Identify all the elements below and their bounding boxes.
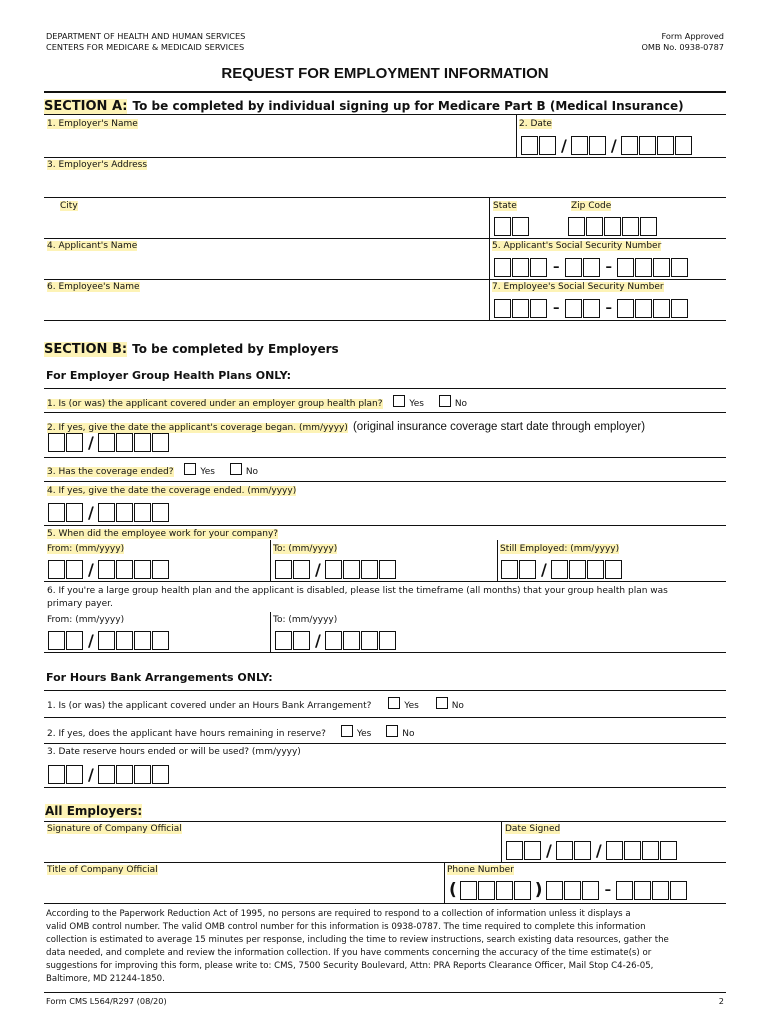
digit-box[interactable] — [582, 881, 599, 900]
digit-box[interactable] — [66, 503, 83, 522]
ghp-q3-text: 3. Has the coverage ended? — [47, 467, 174, 477]
digit-box[interactable] — [657, 136, 674, 155]
city-label: City — [60, 201, 78, 211]
digit-box[interactable] — [586, 217, 603, 236]
divider — [489, 197, 490, 239]
digit-box[interactable] — [616, 881, 633, 900]
applicant-ssn-boxes[interactable] — [494, 255, 689, 277]
title-rule — [44, 91, 726, 93]
digit-box[interactable] — [521, 136, 538, 155]
paperwork-line: collection is estimated to average 15 minutes per response, including the time to review instructions, search existing data resources, gather the — [46, 935, 669, 945]
hb-q2-text: 2. If yes, does the applicant have hours remaining in reserve? — [47, 729, 326, 739]
digit-box[interactable] — [98, 631, 115, 650]
digit-box[interactable] — [652, 881, 669, 900]
separator-glyph: / — [315, 631, 321, 650]
form-title: REQUEST FOR EMPLOYMENT INFORMATION — [221, 65, 549, 82]
yes-checkbox[interactable] — [341, 725, 353, 737]
digit-box[interactable] — [565, 258, 582, 277]
q5-to-boxes[interactable] — [275, 557, 397, 579]
digit-box[interactable] — [48, 433, 65, 452]
separator-glyph: / — [88, 765, 94, 784]
digit-box[interactable] — [361, 631, 378, 650]
separator-glyph: / — [610, 136, 617, 155]
digit-box[interactable] — [496, 881, 513, 900]
phone-label: Phone Number — [447, 865, 514, 875]
digit-box[interactable] — [635, 299, 652, 318]
digit-box[interactable] — [494, 258, 511, 277]
paperwork-line: According to the Paperwork Reduction Act of 1995, no persons are required to respond to a collection of information unless it displays a — [46, 909, 631, 919]
rule — [44, 717, 726, 718]
separator-glyph: / — [88, 503, 94, 522]
digit-box[interactable] — [275, 560, 292, 579]
digit-box[interactable] — [275, 631, 292, 650]
digit-box[interactable] — [551, 560, 568, 579]
ghp-q6-line-1: 6. If you're a large group health plan and the applicant is disabled, please list the timeframe (all months) that your group health plan was — [47, 586, 668, 596]
ghp-q4-text: 4. If yes, give the date the coverage ended. (mm/yyyy) — [47, 486, 297, 496]
digit-box[interactable] — [530, 258, 547, 277]
digit-box[interactable] — [293, 631, 310, 650]
ghp-q3-yes[interactable]: Yes — [184, 467, 215, 477]
separator-glyph: / — [315, 560, 321, 579]
paperwork-statement — [46, 908, 669, 986]
rule — [44, 525, 726, 526]
employee-ssn-label: 7. Employee's Social Security Number — [492, 282, 664, 292]
digit-box[interactable] — [670, 881, 687, 900]
page-number: 2 — [718, 996, 724, 1006]
ghp-q1-no[interactable]: No — [439, 399, 467, 409]
separator-glyph: ) — [534, 880, 543, 900]
ghp-q2-note: (original insurance coverage start date through employer) — [352, 421, 646, 433]
rule — [44, 481, 726, 482]
digit-box[interactable] — [379, 560, 396, 579]
digit-box[interactable] — [571, 136, 588, 155]
section-b-desc: To be completed by Employers — [132, 342, 339, 356]
digit-box[interactable] — [583, 299, 600, 318]
digit-box[interactable] — [501, 560, 518, 579]
digit-box[interactable] — [606, 841, 623, 860]
hb-q2 — [47, 725, 414, 739]
separator-glyph: / — [541, 560, 547, 579]
digit-box[interactable] — [512, 258, 529, 277]
ghp-q3 — [47, 463, 258, 477]
digit-box[interactable] — [134, 433, 151, 452]
section-a-label: SECTION A: — [44, 99, 128, 114]
digit-box[interactable] — [293, 560, 310, 579]
no-checkbox[interactable] — [386, 725, 398, 737]
digit-box[interactable] — [152, 503, 169, 522]
rule — [44, 238, 726, 239]
digit-box[interactable] — [519, 560, 536, 579]
divider — [489, 238, 490, 280]
omb-header — [641, 31, 724, 53]
digit-box[interactable] — [134, 631, 151, 650]
employer-address-label: 3. Employer's Address — [47, 160, 148, 170]
ghp-q1-yes[interactable]: Yes — [393, 399, 424, 409]
hb-q1-no[interactable]: No — [436, 701, 464, 711]
paperwork-line: suggestions for improving this form, please write to: CMS, 7500 Security Boulevard, Attn: PRA Reports Clearance Officer, Mail Stop C4-26-05, — [46, 961, 654, 971]
q5-still-employed-boxes[interactable] — [501, 557, 623, 579]
section-a-desc: To be completed by individual signing up for Medicare Part B (Medical Insurance) — [132, 99, 684, 113]
digit-box[interactable] — [66, 631, 83, 650]
hb-q3-text: 3. Date reserve hours ended or will be used? (mm/yyyy) — [47, 747, 301, 757]
digit-box[interactable] — [98, 765, 115, 784]
separator-glyph: – — [605, 301, 612, 316]
omb-number: OMB No. 0938-0787 — [641, 42, 724, 52]
digit-box[interactable] — [48, 631, 65, 650]
date-boxes[interactable] — [521, 133, 693, 155]
digit-box[interactable] — [134, 765, 151, 784]
digit-box[interactable] — [66, 433, 83, 452]
ghp-q6-text — [47, 585, 668, 611]
digit-box[interactable] — [512, 299, 529, 318]
zip-boxes[interactable] — [568, 214, 658, 236]
rule — [44, 903, 726, 904]
digit-box[interactable] — [325, 560, 342, 579]
digit-box[interactable] — [653, 299, 670, 318]
digit-box[interactable] — [152, 560, 169, 579]
digit-box[interactable] — [494, 299, 511, 318]
digit-box[interactable] — [565, 299, 582, 318]
separator-glyph: – — [605, 260, 612, 275]
digit-box[interactable] — [514, 881, 531, 900]
digit-box[interactable] — [621, 136, 638, 155]
digit-box[interactable] — [640, 217, 657, 236]
state-label: State — [493, 201, 517, 211]
digit-box[interactable] — [624, 841, 641, 860]
rule — [44, 992, 726, 993]
coverage-began-boxes[interactable] — [48, 430, 170, 452]
yes-checkbox[interactable] — [388, 697, 400, 709]
digit-box[interactable] — [569, 560, 586, 579]
digit-box[interactable] — [460, 881, 477, 900]
divider — [489, 279, 490, 321]
ghp-q2-text: 2. If yes, give the date the applicant's coverage began. (mm/yyyy) — [47, 423, 348, 433]
digit-box[interactable] — [604, 217, 621, 236]
section-b-heading — [44, 338, 339, 357]
q6-from-boxes[interactable] — [48, 628, 170, 650]
section-b-label: SECTION B: — [44, 342, 128, 357]
digit-box[interactable] — [98, 433, 115, 452]
separator-glyph: ( — [449, 880, 457, 900]
digit-box[interactable] — [671, 299, 688, 318]
state-boxes[interactable] — [494, 214, 530, 236]
digit-box[interactable] — [48, 560, 65, 579]
hb-q2-no[interactable]: No — [386, 729, 414, 739]
q5-from-boxes[interactable] — [48, 557, 170, 579]
divider — [516, 114, 517, 158]
digit-box[interactable] — [671, 258, 688, 277]
ghp-q3-no[interactable]: No — [230, 467, 258, 477]
rule — [44, 743, 726, 744]
digit-box[interactable] — [361, 560, 378, 579]
ghp-q1 — [47, 395, 467, 409]
agency-header — [46, 31, 245, 53]
digit-box[interactable] — [564, 881, 581, 900]
digit-box[interactable] — [622, 217, 639, 236]
digit-box[interactable] — [134, 503, 151, 522]
digit-box[interactable] — [66, 560, 83, 579]
digit-box[interactable] — [379, 631, 396, 650]
digit-box[interactable] — [530, 299, 547, 318]
q5-still-employed-label: Still Employed: (mm/yyyy) — [500, 544, 620, 554]
zip-label: Zip Code — [571, 201, 612, 211]
separator-glyph: – — [604, 883, 612, 898]
hb-q2-yes[interactable]: Yes — [341, 729, 372, 739]
employee-ssn-boxes[interactable] — [494, 296, 689, 318]
rule — [44, 652, 726, 653]
q6-to-label: To: (mm/yyyy) — [273, 615, 338, 625]
reserve-date-boxes[interactable] — [48, 762, 170, 784]
employer-name-label: 1. Employer's Name — [47, 119, 138, 129]
digit-box[interactable] — [589, 136, 606, 155]
yes-checkbox[interactable] — [393, 395, 405, 407]
q5-from-label: From: (mm/yyyy) — [47, 544, 125, 554]
digit-box[interactable] — [116, 560, 133, 579]
digit-box[interactable] — [568, 217, 585, 236]
digit-box[interactable] — [152, 631, 169, 650]
digit-box[interactable] — [675, 136, 692, 155]
digit-box[interactable] — [134, 560, 151, 579]
digit-box[interactable] — [116, 631, 133, 650]
divider — [270, 612, 271, 652]
digit-box[interactable] — [116, 433, 133, 452]
section-a-heading — [44, 95, 684, 114]
digit-box[interactable] — [587, 560, 604, 579]
separator-glyph: / — [88, 560, 94, 579]
ghp-q1-text: 1. Is (or was) the applicant covered under an employer group health plan? — [47, 399, 383, 409]
separator-glyph: / — [595, 841, 602, 860]
digit-box[interactable] — [325, 631, 342, 650]
digit-box[interactable] — [478, 881, 495, 900]
rule — [44, 157, 726, 158]
rule — [44, 279, 726, 280]
digit-box[interactable] — [524, 841, 541, 860]
rule — [44, 114, 726, 115]
rule — [44, 862, 726, 863]
digit-box[interactable] — [48, 503, 65, 522]
ghp-q6-line-2: primary payer. — [47, 599, 113, 609]
rule — [44, 457, 726, 458]
form-id: Form CMS L564/R297 (08/20) — [46, 996, 167, 1006]
divider — [444, 862, 445, 904]
digit-box[interactable] — [617, 258, 634, 277]
rule — [44, 821, 726, 822]
digit-box[interactable] — [343, 631, 360, 650]
ghp-q5-text: 5. When did the employee work for your company? — [47, 529, 279, 539]
dept-line-1: DEPARTMENT OF HEALTH AND HUMAN SERVICES — [46, 31, 246, 41]
no-checkbox[interactable] — [439, 395, 451, 407]
digit-box[interactable] — [116, 503, 133, 522]
rule — [44, 581, 726, 582]
rule — [44, 320, 726, 321]
employee-name-label: 6. Employee's Name — [47, 282, 140, 292]
applicant-ssn-label: 5. Applicant's Social Security Number — [492, 241, 662, 251]
digit-box[interactable] — [605, 560, 622, 579]
divider — [501, 821, 502, 863]
separator-glyph: / — [561, 136, 567, 155]
digit-box[interactable] — [512, 217, 529, 236]
dept-line-2: CENTERS FOR MEDICARE & MEDICAID SERVICES — [46, 42, 245, 52]
digit-box[interactable] — [98, 503, 115, 522]
no-checkbox[interactable] — [436, 697, 448, 709]
date-label: 2. Date — [519, 119, 552, 129]
digit-box[interactable] — [635, 258, 652, 277]
hb-q1 — [47, 697, 464, 711]
digit-box[interactable] — [494, 217, 511, 236]
digit-box[interactable] — [574, 841, 591, 860]
digit-box[interactable] — [546, 881, 563, 900]
rule — [44, 787, 726, 788]
no-checkbox[interactable] — [230, 463, 242, 475]
coverage-ended-boxes[interactable] — [48, 500, 170, 522]
hb-heading: For Hours Bank Arrangements ONLY: — [46, 671, 273, 684]
hb-q1-text: 1. Is (or was) the applicant covered under an Hours Bank Arrangement? — [47, 701, 372, 711]
digit-box[interactable] — [639, 136, 656, 155]
divider — [270, 540, 271, 582]
hb-q1-yes[interactable]: Yes — [388, 701, 419, 711]
digit-box[interactable] — [583, 258, 600, 277]
rule — [44, 412, 726, 413]
yes-checkbox[interactable] — [184, 463, 196, 475]
paperwork-line: data needed, and complete and review the information collection. If you have comments concerning the accuracy of the time estimate(s) or — [46, 948, 652, 958]
ghp-heading: For Employer Group Health Plans ONLY: — [46, 369, 291, 382]
digit-box[interactable] — [642, 841, 659, 860]
applicant-name-label: 4. Applicant's Name — [47, 241, 138, 251]
signature-label: Signature of Company Official — [47, 824, 182, 834]
divider — [497, 540, 498, 582]
separator-glyph: – — [553, 260, 560, 275]
separator-glyph: / — [546, 841, 552, 860]
digit-box[interactable] — [116, 765, 133, 784]
q6-to-boxes[interactable] — [275, 628, 397, 650]
date-signed-label: Date Signed — [505, 824, 561, 834]
separator-glyph: / — [88, 631, 94, 650]
date-signed-boxes[interactable] — [506, 838, 678, 860]
digit-box[interactable] — [634, 881, 651, 900]
digit-box[interactable] — [343, 560, 360, 579]
digit-box[interactable] — [152, 433, 169, 452]
digit-box[interactable] — [660, 841, 677, 860]
paperwork-line: Baltimore, MD 21244-1850. — [46, 974, 165, 984]
rule — [44, 197, 726, 198]
separator-glyph: / — [88, 433, 94, 452]
digit-box[interactable] — [556, 841, 573, 860]
digit-box[interactable] — [48, 765, 65, 784]
digit-box[interactable] — [617, 299, 634, 318]
form-approved: Form Approved — [661, 31, 724, 41]
rule — [44, 388, 726, 389]
digit-box[interactable] — [539, 136, 556, 155]
q5-to-label: To: (mm/yyyy) — [273, 544, 338, 554]
phone-boxes[interactable] — [446, 878, 688, 900]
digit-box[interactable] — [98, 560, 115, 579]
digit-box[interactable] — [506, 841, 523, 860]
paperwork-line: valid OMB control number. The valid OMB control number for this information is 0938-0787. The time required to complete this information — [46, 922, 646, 932]
separator-glyph: – — [553, 301, 560, 316]
digit-box[interactable] — [152, 765, 169, 784]
rule — [44, 690, 726, 691]
q6-from-label: From: (mm/yyyy) — [47, 615, 125, 625]
title-official-label: Title of Company Official — [47, 865, 158, 875]
all-employers-label: All Employers: — [45, 804, 143, 818]
digit-box[interactable] — [653, 258, 670, 277]
digit-box[interactable] — [66, 765, 83, 784]
